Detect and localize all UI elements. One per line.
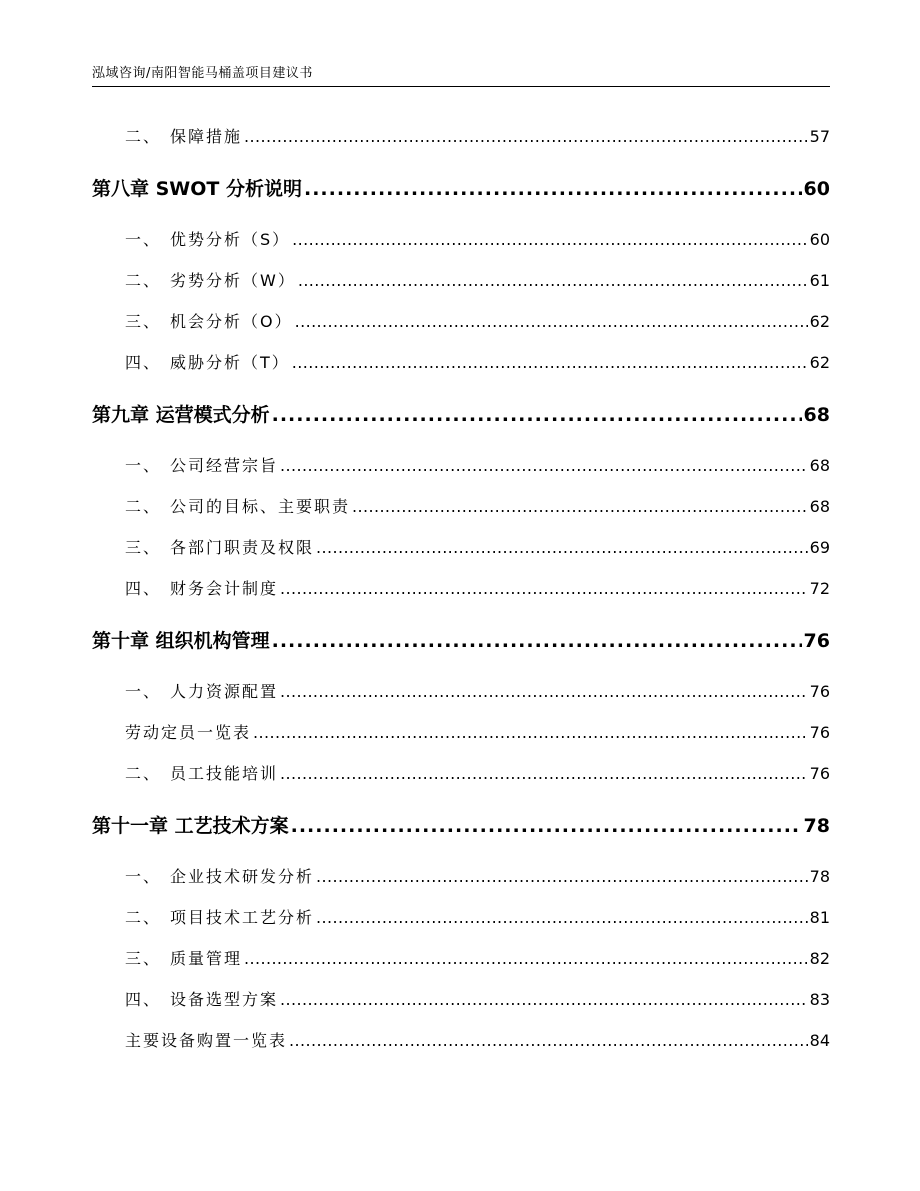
toc-entry[interactable] xyxy=(125,946,830,969)
dot-leader xyxy=(304,178,802,200)
dot-leader xyxy=(280,764,808,783)
toc-entry-label xyxy=(125,494,350,517)
toc-page-number: 69 xyxy=(809,538,830,557)
toc-entry[interactable] xyxy=(125,350,830,373)
toc-page-number: 62 xyxy=(809,353,830,372)
toc-page-number: 78 xyxy=(809,867,830,886)
toc-entry[interactable] xyxy=(125,864,830,887)
toc-chapter-title: 第八章 SWOT 分析说明 xyxy=(92,178,302,200)
dot-leader xyxy=(316,908,808,927)
toc-entry-number: 四、 xyxy=(125,990,162,1009)
dot-leader xyxy=(289,1031,808,1050)
toc-page-number: 68 xyxy=(803,404,830,426)
dot-leader xyxy=(298,271,808,290)
toc-entry-number: 二、 xyxy=(125,271,162,290)
toc-entry-label xyxy=(125,309,293,332)
toc-entry[interactable] xyxy=(125,679,830,702)
toc-entry-title: 主要设备购置一览表 xyxy=(125,1031,288,1050)
dot-leader xyxy=(280,579,808,598)
toc-entry-label xyxy=(125,946,242,969)
toc-entry[interactable] xyxy=(125,494,830,517)
toc-entry-label xyxy=(125,905,314,928)
toc-entry-number: 一、 xyxy=(125,456,162,475)
toc-entry-title: 员工技能培训 xyxy=(170,764,279,783)
toc-page-number: 68 xyxy=(809,497,830,516)
toc-page-number: 76 xyxy=(809,682,830,701)
toc-entry-title: 企业技术研发分析 xyxy=(170,867,315,886)
toc-entry-label xyxy=(125,761,278,784)
dot-leader xyxy=(295,312,808,331)
dot-leader xyxy=(292,353,808,372)
toc-page-number: 76 xyxy=(809,764,830,783)
toc-chapter-title: 第十一章 工艺技术方案 xyxy=(92,815,289,837)
toc-entry-number: 四、 xyxy=(125,353,162,372)
toc-entry-number: 一、 xyxy=(125,230,162,249)
dot-leader xyxy=(316,538,808,557)
toc-entry-title: 劳动定员一览表 xyxy=(125,723,252,742)
toc-entry-title: 劣势分析（W） xyxy=(170,271,296,290)
toc-entry-number: 一、 xyxy=(125,682,162,701)
toc-entry-number: 二、 xyxy=(125,764,162,783)
toc-entry[interactable] xyxy=(125,535,830,558)
toc-entry-title: 各部门职责及权限 xyxy=(170,538,315,557)
toc-page-number: 84 xyxy=(809,1031,830,1050)
toc-entry[interactable] xyxy=(125,761,830,784)
toc-page-number: 81 xyxy=(809,908,830,927)
toc-entry-title: 项目技术工艺分析 xyxy=(170,908,315,927)
toc-page-number: 61 xyxy=(809,271,830,290)
toc-entry-number: 二、 xyxy=(125,127,162,146)
toc-entry-label xyxy=(125,535,314,558)
toc-page-number: 78 xyxy=(803,815,830,837)
toc-entry[interactable] xyxy=(125,268,830,291)
toc-entry-label xyxy=(125,268,296,291)
dot-leader xyxy=(291,815,802,837)
toc-page-number: 83 xyxy=(809,990,830,1009)
header-divider xyxy=(92,86,830,87)
toc-entry-label xyxy=(125,350,290,373)
toc-entry[interactable] xyxy=(125,227,830,250)
toc-page-number: 68 xyxy=(809,456,830,475)
dot-leader xyxy=(292,230,807,249)
toc-entry-title: 机会分析（O） xyxy=(170,312,293,331)
dot-leader xyxy=(352,497,808,516)
toc-entry[interactable] xyxy=(125,905,830,928)
toc-entry-number: 一、 xyxy=(125,867,162,886)
toc-page-number: 76 xyxy=(809,723,830,742)
toc-entry-title: 优势分析（S） xyxy=(170,230,291,249)
toc-entry-number: 三、 xyxy=(125,312,162,331)
toc-entry[interactable] xyxy=(125,1028,830,1051)
toc-entry[interactable] xyxy=(125,309,830,332)
page-header: 泓域咨询/南阳智能马桶盖项目建议书 xyxy=(92,66,313,81)
toc-entry-title: 人力资源配置 xyxy=(170,682,279,701)
toc-entry-title: 质量管理 xyxy=(170,949,243,968)
toc-page-number: 60 xyxy=(803,178,830,200)
toc-entry-label xyxy=(125,987,278,1010)
toc-entry-title: 公司的目标、主要职责 xyxy=(170,497,351,516)
dot-leader xyxy=(280,456,808,475)
toc-entry-label xyxy=(125,864,314,887)
toc-page-number: 62 xyxy=(809,312,830,331)
dot-leader xyxy=(272,404,802,426)
toc-entry[interactable] xyxy=(125,987,830,1010)
dot-leader xyxy=(316,867,808,886)
toc-chapter-entry[interactable] xyxy=(92,174,830,201)
dot-leader xyxy=(280,682,808,701)
toc-page-number: 82 xyxy=(809,949,830,968)
toc-entry-label xyxy=(125,124,242,147)
toc-entry-title: 公司经营宗旨 xyxy=(170,456,279,475)
toc-entry[interactable] xyxy=(125,720,830,743)
dot-leader xyxy=(244,127,808,146)
toc-page-number: 57 xyxy=(809,127,830,146)
toc-entry-label xyxy=(125,453,278,476)
toc-entry-number: 二、 xyxy=(125,497,162,516)
dot-leader xyxy=(280,990,808,1009)
dot-leader xyxy=(244,949,808,968)
toc-entry-title: 保障措施 xyxy=(170,127,243,146)
toc-page-number: 76 xyxy=(803,630,830,652)
toc-entry[interactable] xyxy=(125,124,830,147)
toc-chapter-entry[interactable] xyxy=(92,626,830,653)
dot-leader xyxy=(253,723,808,742)
toc-entry[interactable] xyxy=(125,576,830,599)
toc-entry-title: 财务会计制度 xyxy=(170,579,279,598)
toc-entry[interactable] xyxy=(125,453,830,476)
toc-page-number: 72 xyxy=(809,579,830,598)
toc-chapter-entry[interactable] xyxy=(92,400,830,427)
toc-chapter-title: 第九章 运营模式分析 xyxy=(92,404,270,426)
dot-leader xyxy=(272,630,802,652)
toc-entry-label xyxy=(125,227,290,250)
toc-page-number: 60 xyxy=(809,230,830,249)
toc-entry-title: 威胁分析（T） xyxy=(170,353,290,372)
toc-entry-number: 二、 xyxy=(125,908,162,927)
toc-entry-number: 三、 xyxy=(125,949,162,968)
toc-entry-number: 四、 xyxy=(125,579,162,598)
toc-entry-title: 设备选型方案 xyxy=(170,990,279,1009)
toc-entry-label xyxy=(125,576,278,599)
toc-entry-number: 三、 xyxy=(125,538,162,557)
toc-chapter-title: 第十章 组织机构管理 xyxy=(92,630,270,652)
toc-chapter-entry[interactable] xyxy=(92,811,830,838)
toc-entry-label xyxy=(125,679,278,702)
